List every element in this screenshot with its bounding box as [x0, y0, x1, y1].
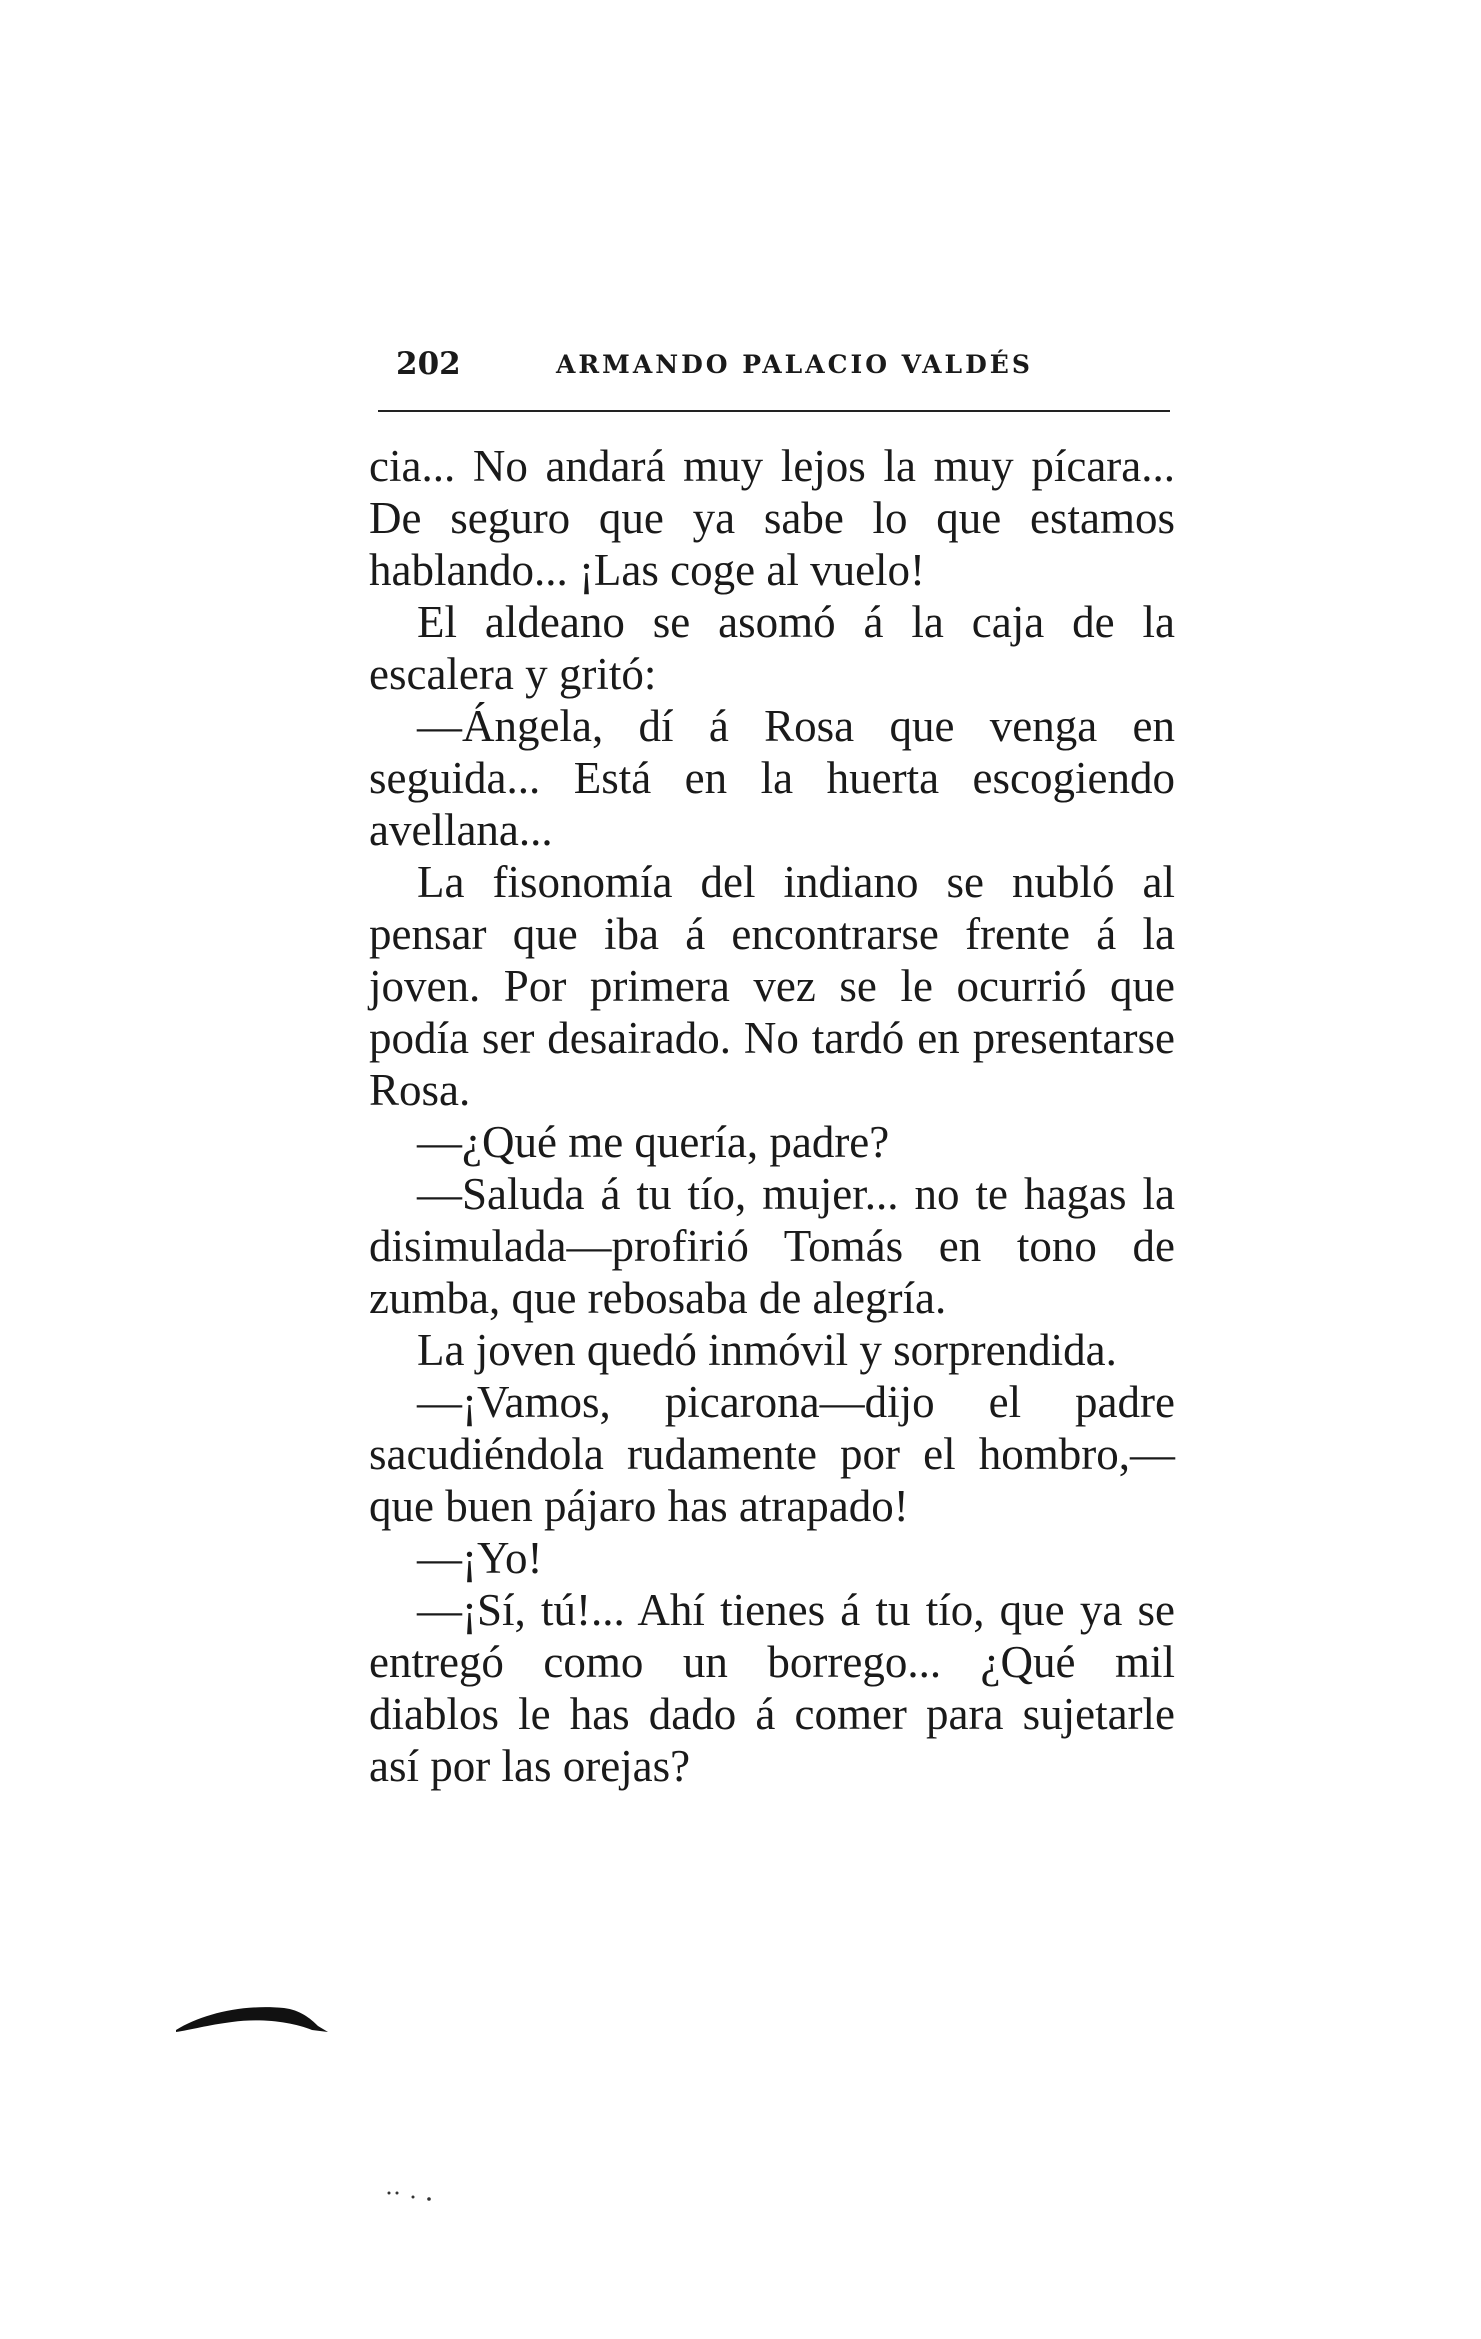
page-header	[378, 346, 1170, 396]
paragraph: —¿Qué me quería, padre?	[417, 1117, 890, 1167]
paragraph: cia... No andará muy lejos la muy pícara... De seguro que ya sabe lo que estamos hablando... ¡Las coge al vuelo!	[369, 441, 1175, 595]
paragraph: —Saluda á tu tío, mujer... no te hagas la disimulada—profirió Tomás en tono de zumba, que rebosaba de alegría.	[369, 1169, 1175, 1323]
paragraph: El aldeano se asomó á la caja de la escalera y gritó:	[369, 597, 1175, 699]
body-text	[369, 440, 1175, 1792]
ink-specks	[385, 2185, 445, 2205]
paragraph: —¡Vamos, picarona—dijo el padre sacudiéndola rudamente por el hombro,—que buen pájaro has atrapado!	[369, 1377, 1175, 1531]
header-rule	[378, 410, 1170, 412]
ink-smudge	[172, 2000, 332, 2034]
paragraph: —Ángela, dí á Rosa que venga en seguida... Está en la huerta escogiendo avellana...	[369, 701, 1175, 855]
page-number: 202	[396, 346, 461, 382]
running-head: ARMANDO PALACIO VALDÉS	[556, 350, 1033, 379]
paragraph: La fisonomía del indiano se nubló al pensar que iba á encontrarse frente á la joven. Por primera vez se le ocurrió que podía ser desairado. No tardó en presentarse Rosa.	[369, 857, 1175, 1115]
paragraph: —¡Yo!	[417, 1533, 543, 1583]
paragraph: La joven quedó inmóvil y sorprendida.	[417, 1325, 1117, 1375]
paragraph: —¡Sí, tú!... Ahí tienes á tu tío, que ya se entregó como un borrego... ¿Qué mil diablos le has dado á comer para sujetarle así por las orejas?	[369, 1585, 1175, 1791]
